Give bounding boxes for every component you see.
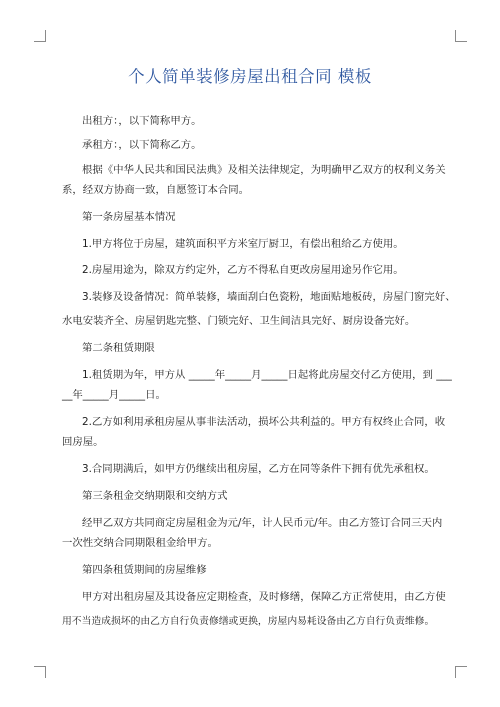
body-line: 3.装修及设备情况：简单装修，墙面刮白色瓷粉，地面贴地板砖，房屋门窗完好、 <box>82 291 456 303</box>
body-line: 用不当造成损坏的由乙方自行负责修缮或更换，房屋内易耗设备由乙方自行负责维修。 <box>62 616 435 627</box>
crop-mark-top-left <box>34 30 46 42</box>
document-title: 个人简单装修房屋出租合同 模板 <box>128 67 372 86</box>
body-line: 2.乙方如利用承租房屋从事非法活动，损坏公共利益的。甲方有权终止合同，收 <box>82 416 446 428</box>
crop-mark-bottom-right <box>455 666 467 678</box>
body-line: 承租方：，以下简称乙方。 <box>82 139 202 151</box>
body-line: 系，经双方协商一致，自愿签订本合同。 <box>62 184 250 196</box>
body-line: 回房屋。 <box>62 436 104 448</box>
body-line: 出租方：，以下简称甲方。 <box>82 115 202 127</box>
body-line: 第一条房屋基本情况 <box>82 211 176 223</box>
body-line: 2.房屋用途为，除双方约定外，乙方不得私自更改房屋用途另作它用。 <box>82 264 404 276</box>
body-line: 第二条租赁期限 <box>82 342 155 354</box>
body-line: 经甲乙双方共同商定房屋租金为元/年，计人民币元/年。由乙方签订合同三天内 <box>82 517 443 529</box>
body-line: 3.合同期满后，如甲方仍继续出租房屋，乙方在同等条件下拥有优先承租权。 <box>82 463 435 475</box>
body-line: 1.租赁期为年，甲方从 _____年_____月_____日起将此房屋交付乙方使用，到 ___ <box>82 369 452 381</box>
body-line: 一次性交纳合同期限租金给甲方。 <box>62 537 218 549</box>
body-line: 甲方对出租房屋及其设备应定期检查，及时修缮，保障乙方正常使用，由乙方使 <box>82 591 446 603</box>
body-line: 根据《中华人民共和国民法典》及相关法律规定，为明确甲乙双方的权利义务关 <box>82 164 446 176</box>
crop-mark-top-right <box>455 30 467 42</box>
body-line: 水电安装齐全、房屋钥匙完整、门锁完好、卫生间洁具完好、厨房设备完好。 <box>62 315 416 327</box>
body-line: 1.甲方将位于房屋，建筑面积平方米室厅厨卫，有偿出租给乙方使用。 <box>82 238 404 250</box>
crop-mark-bottom-left <box>34 666 46 678</box>
body-line: 第三条租金交纳期限和交纳方式 <box>82 490 228 502</box>
body-line: __年_____月_____日。 <box>62 389 166 401</box>
body-line: 第四条租赁期间的房屋维修 <box>82 564 207 576</box>
